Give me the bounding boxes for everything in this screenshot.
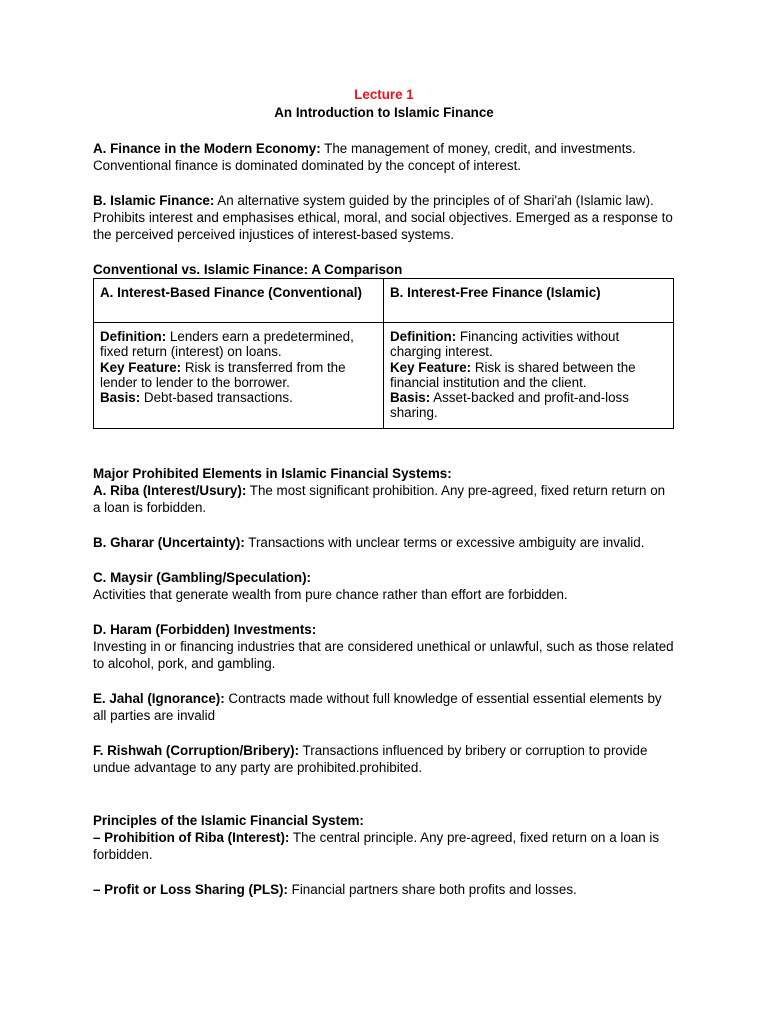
table-row <box>94 323 674 429</box>
feature-label: Key Feature: <box>100 359 182 375</box>
basis-label: Basis: <box>390 390 431 406</box>
definition-text: Financing activities without charging interest. <box>390 329 620 360</box>
basis-label: Basis: <box>100 390 141 406</box>
section-text: An alternative system guided by the principles of of Shari'ah (Islamic law). Prohibits interest and emphasises ethical, moral, and social objectives. Emerged as a response to the perceived perceived injustices of interest-based systems. <box>93 193 673 242</box>
comparison-table <box>93 278 674 429</box>
item-text: Contracts made without full knowledge of essential essential elements by all parties are invalid <box>93 691 662 723</box>
basis-line <box>390 390 667 421</box>
prohibited-riba <box>93 482 675 516</box>
section-finance-modern-economy <box>93 140 675 174</box>
feature-label: Key Feature: <box>390 359 472 375</box>
cell-conventional <box>94 323 384 429</box>
item-label: – Profit or Loss Sharing (PLS): <box>93 882 288 897</box>
item-label: B. Gharar (Uncertainty): <box>93 535 245 550</box>
feature-text: Risk is shared between the financial institution and the client. <box>390 359 636 390</box>
document-title: An Introduction to Islamic Finance <box>274 105 494 120</box>
principle-pls <box>93 881 675 898</box>
definition-line <box>100 329 377 360</box>
column-header-conventional: A. Interest-Based Finance (Conventional) <box>94 279 384 323</box>
column-header-islamic: B. Interest-Free Finance (Islamic) <box>384 279 674 323</box>
basis-text: Debt-based transactions. <box>140 390 293 406</box>
section-label: A. Finance in the Modern Economy: <box>93 141 321 156</box>
basis-line <box>100 390 377 405</box>
prohibited-maysir-text: Activities that generate wealth from pure chance rather than effort are forbidden. <box>93 587 568 602</box>
prohibited-elements-heading: Major Prohibited Elements in Islamic Financial Systems: <box>93 466 452 481</box>
prohibited-maysir-label: C. Maysir (Gambling/Speculation): <box>93 570 311 585</box>
definition-text: Lenders earn a predetermined, fixed return (interest) on loans. <box>100 329 354 360</box>
prohibited-gharar <box>93 534 675 551</box>
definition-label: Definition: <box>100 329 167 344</box>
prohibited-rishwah <box>93 742 675 776</box>
table-header-row <box>94 279 674 323</box>
item-text: Transactions influenced by bribery or corruption to provide undue advantage to any party are prohibited.prohibited. <box>93 743 648 775</box>
comparison-heading: Conventional vs. Islamic Finance: A Comparison <box>93 262 403 277</box>
item-text: The most significant prohibition. Any pre-agreed, fixed return return on a loan is forbidden. <box>93 483 666 515</box>
prohibited-jahal <box>93 690 675 724</box>
feature-line <box>100 360 377 391</box>
section-label: B. Islamic Finance: <box>93 193 215 208</box>
item-text: The central principle. Any pre-agreed, fixed return on a loan is forbidden. <box>93 830 660 862</box>
cell-islamic <box>384 323 674 429</box>
feature-line <box>390 360 667 391</box>
section-text: The management of money, credit, and investments. Conventional finance is dominated dominated by the concept of interest. <box>93 141 636 173</box>
principles-heading: Principles of the Islamic Financial System: <box>93 813 364 828</box>
item-text: Financial partners share both profits and losses. <box>287 882 577 897</box>
section-islamic-finance <box>93 192 675 243</box>
definition-line <box>390 329 667 360</box>
prohibited-haram-text: Investing in or financing industries that are considered unethical or unlawful, such as those related to alcohol, pork, and gambling. <box>93 639 674 671</box>
definition-label: Definition: <box>390 329 457 344</box>
item-label: – Prohibition of Riba (Interest): <box>93 830 290 845</box>
feature-text: Risk is transferred from the lender to lender to the borrower. <box>100 359 346 390</box>
basis-text: Asset-backed and profit-and-loss sharing. <box>390 390 629 421</box>
lecture-label: Lecture 1 <box>354 87 414 102</box>
item-label: E. Jahal (Ignorance): <box>93 691 225 706</box>
item-text: Transactions with unclear terms or excessive ambiguity are invalid. <box>244 535 645 550</box>
item-label: F. Rishwah (Corruption/Bribery): <box>93 743 300 758</box>
principle-riba <box>93 829 675 863</box>
prohibited-haram-label: D. Haram (Forbidden) Investments: <box>93 622 317 637</box>
item-label: A. Riba (Interest/Usury): <box>93 483 247 498</box>
document-page <box>93 86 675 898</box>
